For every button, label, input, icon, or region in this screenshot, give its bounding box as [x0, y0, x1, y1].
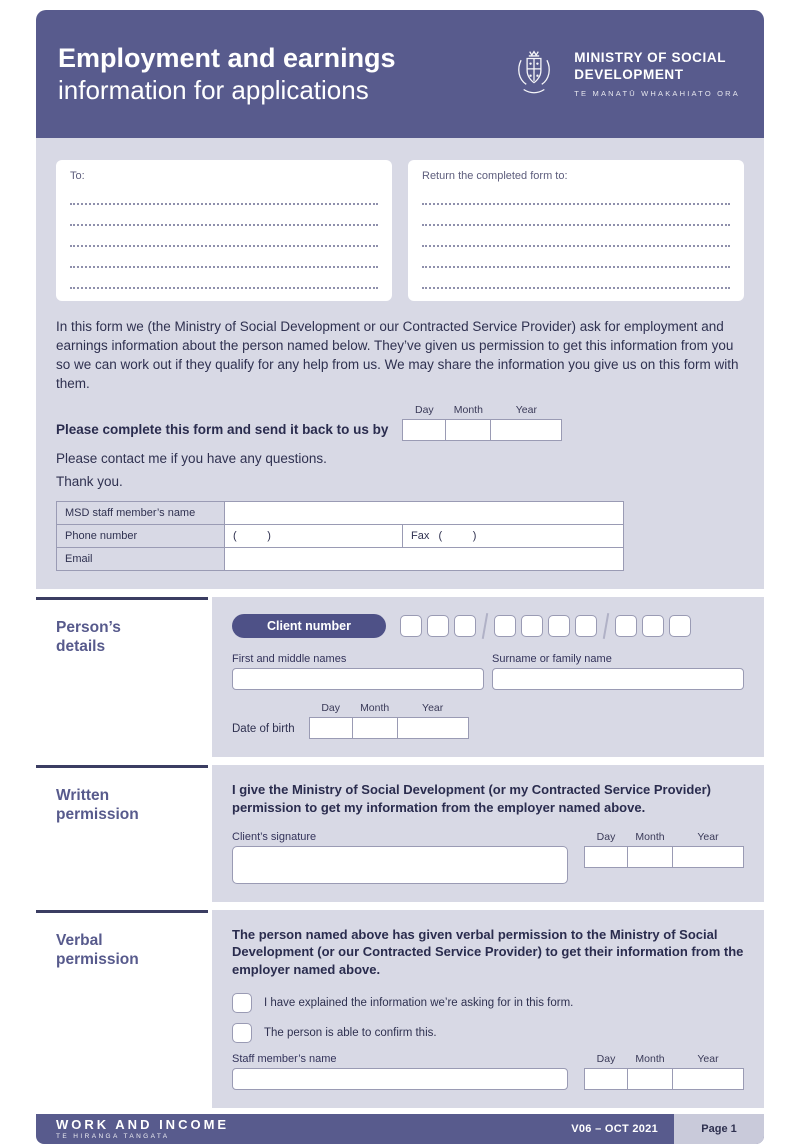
month-label: Month [360, 701, 390, 714]
written-permission-section [36, 765, 764, 902]
client-number-row [232, 613, 744, 639]
names-row [232, 653, 744, 690]
form-card [36, 10, 764, 1144]
signature-year-field[interactable] [672, 846, 744, 868]
client-number-box[interactable] [642, 615, 664, 637]
client-number-box[interactable] [521, 615, 543, 637]
write-line [70, 205, 378, 226]
form-version: V06 – OCT 2021 [571, 1123, 658, 1136]
year-label: Year [697, 1053, 719, 1066]
write-line [70, 226, 378, 247]
ministry-name-line1: MINISTRY OF SOCIAL [574, 50, 727, 66]
verbal-checkboxes [232, 993, 744, 1043]
brand-name: WORK AND INCOME [56, 1117, 230, 1133]
day-label: Day [596, 830, 616, 843]
verbal-permission-content [212, 910, 764, 1109]
month-label: Month [635, 830, 665, 843]
fax-label: Fax [411, 529, 430, 542]
client-number-label: Client number [232, 614, 386, 638]
verbal-month-field[interactable] [627, 1068, 673, 1090]
checkbox-row [232, 1023, 744, 1043]
written-permission-statement: I give the Ministry of Social Development (or my Contracted Service Provider) permission to get my information from the employer named above. [232, 781, 711, 815]
send-back-text: Please complete this form and send it back to us by [56, 421, 389, 437]
day-label: Day [596, 1053, 616, 1066]
explained-checkbox-label: I have explained the information we’re asking for in this form. [264, 997, 574, 1010]
to-label: To: [70, 170, 85, 182]
work-and-income-brand [56, 1118, 229, 1140]
client-signature-label: Client’s signature [232, 830, 317, 843]
dob-month-field[interactable] [352, 717, 398, 739]
month-label: Month [635, 1053, 665, 1066]
date-of-birth-label: Date of birth [232, 722, 295, 735]
explained-checkbox[interactable] [232, 993, 252, 1013]
client-number-separator [482, 613, 488, 639]
send-back-date-group [402, 404, 562, 441]
signature-row [232, 831, 744, 884]
date-of-birth-group [309, 702, 469, 739]
surname-label: Surname or family name [492, 652, 612, 665]
first-names-field[interactable] [232, 668, 484, 690]
staff-member-row [232, 1053, 744, 1090]
form-header [36, 10, 764, 138]
confirm-checkbox[interactable] [232, 1023, 252, 1043]
client-number-boxes [400, 613, 696, 639]
write-line [422, 205, 730, 226]
phone-number-label: Phone number [57, 524, 225, 547]
staff-name-label: MSD staff member’s name [57, 501, 225, 524]
verbal-permission-statement: The person named above has given verbal permission to the Ministry of Social Development (or our Contracted Service Provider) to get their information from the employer named above. [232, 926, 744, 978]
write-line [422, 247, 730, 268]
signature-day-field[interactable] [584, 846, 628, 868]
client-number-box[interactable] [494, 615, 516, 637]
table-row [57, 547, 624, 570]
write-line [422, 226, 730, 247]
to-address-box[interactable] [56, 160, 392, 301]
thanks-text: Thank you. [56, 473, 123, 489]
form-title [58, 43, 396, 106]
year-label: Year [422, 701, 444, 714]
written-permission-sidebar [36, 765, 208, 902]
checkbox-row [232, 993, 744, 1013]
staff-contact-table [56, 501, 624, 571]
persons-details-heading: Person’s details [56, 618, 121, 655]
table-row [57, 524, 624, 547]
verbal-year-field[interactable] [672, 1068, 744, 1090]
persons-details-section [36, 597, 764, 757]
staff-member-name-label: Staff member’s name [232, 1053, 337, 1066]
verbal-permission-heading: Verbal permission [56, 931, 139, 968]
dob-day-field[interactable] [309, 717, 353, 739]
phone-number-field[interactable]: ( ) [225, 524, 403, 547]
fax-value: ( ) [438, 529, 477, 542]
email-label: Email [57, 547, 225, 570]
day-label: Day [415, 403, 434, 416]
confirm-checkbox-label: The person is able to confirm this. [264, 1027, 437, 1040]
client-number-box[interactable] [575, 615, 597, 637]
year-field[interactable] [490, 419, 562, 441]
page-number-badge: Page 1 [674, 1114, 764, 1144]
write-line [422, 184, 730, 205]
verbal-permission-section [36, 910, 764, 1109]
write-line [70, 184, 378, 205]
write-line [70, 268, 378, 289]
send-back-row [56, 404, 744, 441]
client-number-box[interactable] [548, 615, 570, 637]
month-field[interactable] [445, 419, 491, 441]
intro-paragraph: In this form we (the Ministry of Social Development or our Contracted Service Provider) ask for employment and earnings information about the person named below. They’ve given us permission to get this information from you so we can work out if they qualify for any help from us. We may share the information you give us on this form with them. [56, 319, 739, 392]
written-permission-heading: Written permission [56, 786, 139, 823]
day-field[interactable] [402, 419, 446, 441]
persons-details-content [212, 597, 764, 757]
write-line [70, 247, 378, 268]
verbal-permission-date-group [584, 1053, 744, 1090]
client-number-box[interactable] [615, 615, 637, 637]
ministry-brand [508, 43, 740, 105]
signature-month-field[interactable] [627, 846, 673, 868]
fax-field[interactable] [403, 524, 624, 547]
contact-text: Please contact me if you have any questions. [56, 450, 327, 466]
client-number-box[interactable] [669, 615, 691, 637]
brand-maori-name: TE HIRANGA TANGATA [56, 1133, 170, 1141]
day-label: Day [321, 701, 340, 714]
form-title-line1: Employment and earnings [58, 42, 396, 73]
msd-crest-logo [508, 43, 560, 105]
return-address-box[interactable] [408, 160, 744, 301]
written-permission-date-group [584, 831, 744, 868]
persons-details-sidebar [36, 597, 208, 757]
surname-field[interactable] [492, 668, 744, 690]
form-title-line2: information for applications [58, 74, 369, 105]
address-boxes [56, 160, 744, 301]
form-footer [36, 1114, 764, 1144]
ministry-name-line2: DEVELOPMENT [574, 67, 684, 82]
date-of-birth-row [232, 702, 744, 739]
client-number-box[interactable] [454, 615, 476, 637]
first-names-label: First and middle names [232, 652, 347, 665]
ministry-name [574, 50, 740, 98]
year-label: Year [515, 403, 537, 416]
dob-year-field[interactable] [397, 717, 469, 739]
client-number-box[interactable] [427, 615, 449, 637]
intro-section [36, 138, 764, 589]
email-field[interactable] [225, 547, 624, 570]
staff-name-field[interactable] [225, 501, 624, 524]
table-row [57, 501, 624, 524]
client-signature-field[interactable] [232, 846, 568, 884]
client-number-separator [603, 613, 609, 639]
write-line [422, 268, 730, 289]
year-label: Year [697, 830, 719, 843]
staff-member-name-field[interactable] [232, 1068, 568, 1090]
verbal-day-field[interactable] [584, 1068, 628, 1090]
written-permission-content [212, 765, 764, 902]
month-label: Month [453, 403, 483, 416]
client-number-box[interactable] [400, 615, 422, 637]
return-label: Return the completed form to: [422, 170, 568, 182]
ministry-maori-name: TE MANATŪ WHAKAHIATO ORA [574, 88, 740, 98]
verbal-permission-sidebar [36, 910, 208, 1109]
